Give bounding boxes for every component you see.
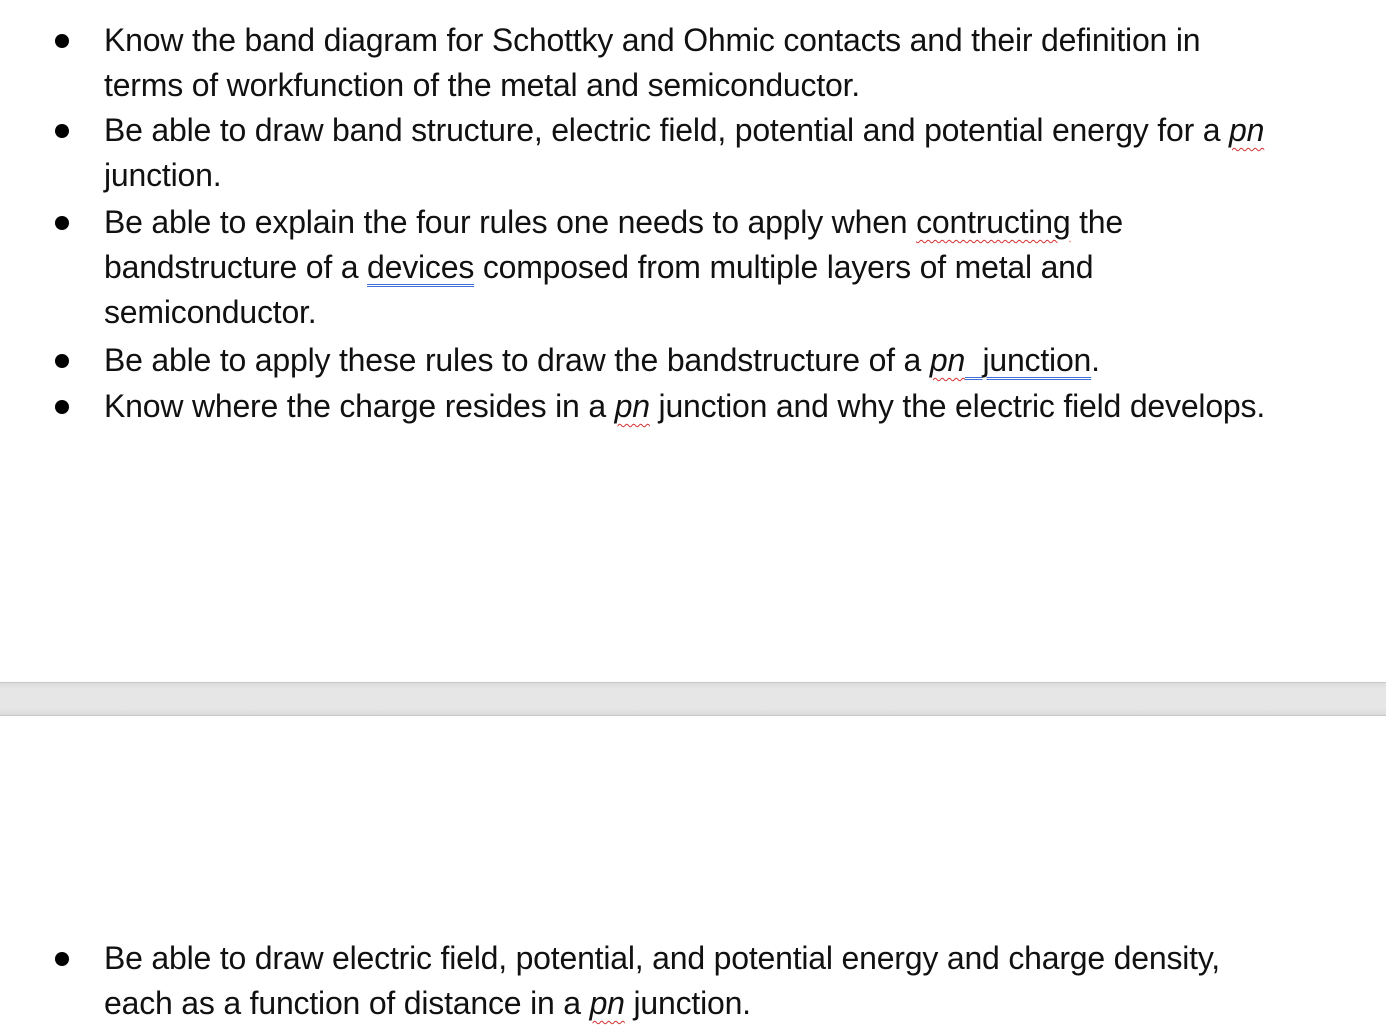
text-segment: bandstructure of a [104, 249, 368, 285]
text-line [104, 108, 1374, 153]
text-segment: Be able to explain the four rules one needs to apply when [104, 204, 917, 240]
bullet-icon [55, 952, 69, 966]
text-line: semiconductor. [104, 294, 317, 330]
spelling-flag[interactable]: contructing [916, 204, 1071, 240]
text-segment: junction and why the electric field develops. [649, 388, 1266, 424]
page-break [0, 682, 1386, 716]
text-segment: Be able to draw band structure, electric field, potential and potential energy for a [104, 112, 1230, 148]
list-item-text[interactable] [104, 936, 1374, 1026]
text-line: Know the band diagram for Schottky and Ohmic contacts and their definition in [104, 22, 1201, 58]
grammar-flag[interactable] [965, 342, 1091, 378]
spelling-flag[interactable]: pn [614, 388, 650, 424]
bullet-icon [55, 34, 69, 48]
document-page-2 [0, 716, 1386, 1034]
text-segment: junction. [624, 985, 751, 1021]
text-line [104, 338, 1374, 383]
text-segment: Be able to apply these rules to draw the bandstructure of a [104, 342, 930, 378]
text-line: terms of workfunction of the metal and semiconductor. [104, 67, 860, 103]
bullet-icon [55, 354, 69, 368]
text-line [104, 245, 1374, 290]
spelling-flag[interactable]: pn [929, 342, 966, 378]
text-segment: junction [982, 342, 1092, 378]
list-item-text[interactable] [104, 18, 1374, 108]
list-item-text[interactable] [104, 338, 1374, 383]
bullet-icon [55, 400, 69, 414]
spelling-flag[interactable]: pn [589, 985, 625, 1021]
text-line [104, 384, 1374, 429]
text-segment: . [1091, 342, 1100, 378]
spelling-flag[interactable]: pn [1229, 112, 1265, 148]
text-segment: Know where the charge resides in a [104, 388, 615, 424]
text-segment: each as a function of distance in a [104, 985, 590, 1021]
list-item-text[interactable] [104, 200, 1374, 335]
text-line [104, 200, 1374, 245]
grammar-flag[interactable]: devices [367, 249, 475, 285]
bullet-icon [55, 216, 69, 230]
text-segment: the [1070, 204, 1123, 240]
text-line: Be able to draw electric field, potential, and potential energy and charge density, [104, 940, 1220, 976]
list-item-text[interactable] [104, 384, 1374, 429]
text-segment: composed from multiple layers of metal and [474, 249, 1094, 285]
list-item-text[interactable] [104, 108, 1374, 198]
text-line: junction. [104, 157, 222, 193]
text-line [104, 981, 1374, 1026]
bullet-icon [55, 124, 69, 138]
